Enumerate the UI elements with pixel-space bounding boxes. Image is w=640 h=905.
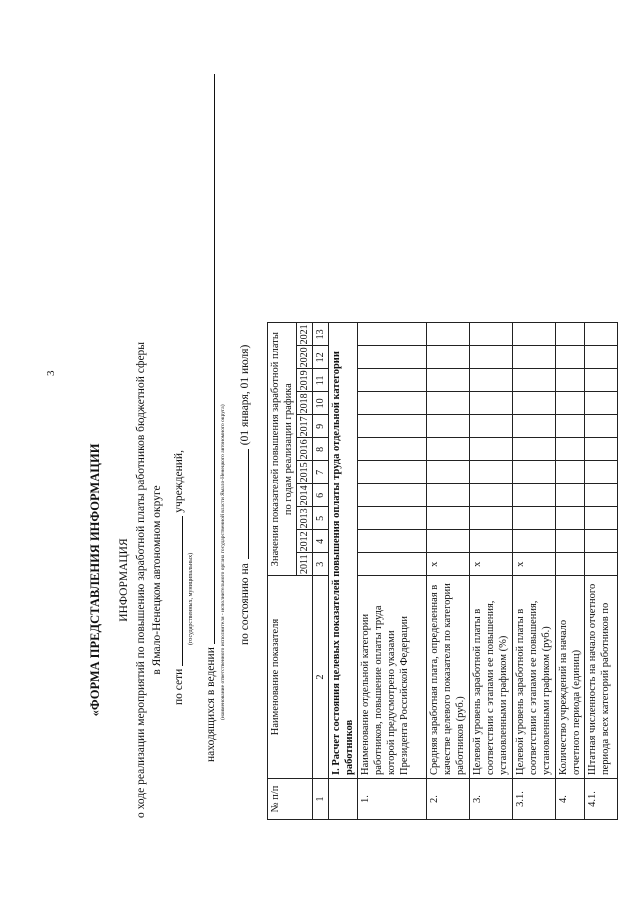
section-blank-cell xyxy=(329,779,358,820)
value-cell xyxy=(470,369,513,392)
value-cell xyxy=(513,438,556,461)
column-number: 6 xyxy=(313,484,329,507)
row-indicator-name: Количество учреждений на начало отчетного периода (единиц) xyxy=(556,576,585,779)
row-number: 4. xyxy=(556,779,585,820)
row-indicator-name: Средняя заработная плата, определенная в качестве целевого показателя по категории работников (руб.) xyxy=(427,576,470,779)
status-prefix: по состоянию на xyxy=(239,563,251,645)
value-cell xyxy=(358,507,427,530)
network-sublabel: (государственных, муниципальных) xyxy=(188,552,194,645)
value-cell xyxy=(556,507,585,530)
value-cell xyxy=(513,392,556,415)
value-cell: х xyxy=(470,553,513,576)
value-cell xyxy=(585,323,618,346)
value-cell xyxy=(427,484,470,507)
column-numbers-row xyxy=(313,323,329,820)
column-number: 5 xyxy=(313,507,329,530)
value-cell xyxy=(358,323,427,346)
value-cell xyxy=(556,415,585,438)
table-body xyxy=(313,323,618,820)
value-cell xyxy=(556,438,585,461)
column-number: 9 xyxy=(313,415,329,438)
value-cell xyxy=(358,392,427,415)
value-cell xyxy=(585,438,618,461)
group-header: Значения показателей повышения заработной платы по годам реализации графика xyxy=(268,323,297,576)
value-cell xyxy=(585,507,618,530)
jurisdiction-blank-field[interactable] xyxy=(204,74,215,644)
year-header: 2017 xyxy=(297,415,313,438)
jurisdiction-prefix: находящихся в ведении xyxy=(205,647,217,762)
value-cell xyxy=(585,484,618,507)
value-cell xyxy=(585,392,618,415)
value-cell xyxy=(556,346,585,369)
form-title: «ФОРМА ПРЕДСТАВЛЕНИЯ ИНФОРМАЦИИ xyxy=(88,443,102,717)
value-cell xyxy=(513,484,556,507)
status-suffix: (01 января, 01 июля) xyxy=(239,344,251,446)
network-prefix: по сети xyxy=(173,668,185,705)
value-cell: х xyxy=(513,553,556,576)
heading-line-2: о ходе реализации мероприятий по повышению заработной платы работников бюджетной сферы xyxy=(135,341,147,819)
table-row xyxy=(585,323,618,820)
value-cell xyxy=(585,415,618,438)
column-number: 7 xyxy=(313,461,329,484)
section-row xyxy=(329,323,358,820)
year-header: 2020 xyxy=(297,346,313,369)
value-cell xyxy=(513,323,556,346)
value-cell xyxy=(358,461,427,484)
value-cell xyxy=(470,415,513,438)
value-cell xyxy=(358,530,427,553)
column-number: 1 xyxy=(313,779,329,820)
row-indicator-name: Наименование отдельной категории работников, повышение оплаты труда которой предусмотрено указами Президента Российской Федерации xyxy=(358,576,427,779)
column-number: 3 xyxy=(313,553,329,576)
col-num-header: № п/п xyxy=(268,779,313,820)
value-cell xyxy=(427,438,470,461)
value-cell xyxy=(585,346,618,369)
value-cell xyxy=(513,415,556,438)
year-header: 2015 xyxy=(297,461,313,484)
year-header: 2021 xyxy=(297,323,313,346)
value-cell xyxy=(358,415,427,438)
jurisdiction-line xyxy=(204,62,217,762)
network-blank-field[interactable] xyxy=(172,516,183,666)
value-cell: х xyxy=(427,553,470,576)
value-cell xyxy=(513,530,556,553)
column-number: 10 xyxy=(313,392,329,415)
value-cell xyxy=(427,461,470,484)
section-title: I. Расчет состояния целевых показателей повышения оплаты труда отдельной категории работников xyxy=(329,323,358,779)
row-number: 3.1. xyxy=(513,779,556,820)
status-blank-field[interactable] xyxy=(238,449,249,559)
value-cell xyxy=(585,553,618,576)
value-cell xyxy=(427,369,470,392)
value-cell xyxy=(358,438,427,461)
value-cell xyxy=(556,553,585,576)
value-cell xyxy=(556,323,585,346)
row-number: 1. xyxy=(358,779,427,820)
heading-line-3: в Ямало-Ненецком автономном округе xyxy=(151,485,163,675)
jurisdiction-sublabel: (наименование ответственного исполнителя - исполнительного органа государственной власти Ямало-Ненецкого автономного округа) xyxy=(220,404,226,720)
value-cell xyxy=(427,346,470,369)
value-cell xyxy=(427,392,470,415)
status-line xyxy=(238,345,251,645)
network-line xyxy=(172,450,185,705)
column-number: 12 xyxy=(313,346,329,369)
value-cell xyxy=(470,346,513,369)
col-name-header: Наименование показателя xyxy=(268,576,313,779)
value-cell xyxy=(427,507,470,530)
table-row xyxy=(427,323,470,820)
value-cell xyxy=(556,369,585,392)
row-indicator-name: Штатная численность на начало отчетного периода всех категорий работников по xyxy=(585,576,618,779)
row-number: 3. xyxy=(470,779,513,820)
value-cell xyxy=(470,438,513,461)
row-number: 2. xyxy=(427,779,470,820)
value-cell xyxy=(585,369,618,392)
column-number: 11 xyxy=(313,369,329,392)
indicators-table xyxy=(267,322,618,820)
value-cell xyxy=(470,461,513,484)
value-cell xyxy=(513,461,556,484)
year-header: 2011 xyxy=(297,553,313,576)
value-cell xyxy=(470,530,513,553)
value-cell xyxy=(513,346,556,369)
table-row xyxy=(556,323,585,820)
row-number: 4.1. xyxy=(585,779,618,820)
column-number: 2 xyxy=(313,576,329,779)
value-cell xyxy=(470,484,513,507)
column-number: 8 xyxy=(313,438,329,461)
value-cell xyxy=(358,369,427,392)
heading-line-1: ИНФОРМАЦИЯ xyxy=(118,538,130,622)
value-cell xyxy=(556,484,585,507)
year-header: 2016 xyxy=(297,438,313,461)
value-cell xyxy=(427,323,470,346)
table-row xyxy=(470,323,513,820)
year-header: 2014 xyxy=(297,484,313,507)
column-number: 13 xyxy=(313,323,329,346)
value-cell xyxy=(470,323,513,346)
year-header: 2012 xyxy=(297,530,313,553)
table-row xyxy=(358,323,427,820)
value-cell xyxy=(513,507,556,530)
row-indicator-name: Целевой уровень заработной платы в соответствии с этапами ее повышения, установленными графиком (руб.) xyxy=(513,576,556,779)
year-header: 2019 xyxy=(297,369,313,392)
value-cell xyxy=(585,461,618,484)
year-header: 2018 xyxy=(297,392,313,415)
column-number: 4 xyxy=(313,530,329,553)
network-suffix: учреждений, xyxy=(173,450,185,513)
value-cell xyxy=(585,530,618,553)
value-cell xyxy=(513,369,556,392)
value-cell xyxy=(470,507,513,530)
page-number: 3 xyxy=(45,370,57,376)
year-header: 2013 xyxy=(297,507,313,530)
value-cell xyxy=(427,415,470,438)
rotated-form-sheet xyxy=(22,60,611,860)
value-cell xyxy=(556,392,585,415)
value-cell xyxy=(556,530,585,553)
value-cell xyxy=(358,484,427,507)
row-indicator-name: Целевой уровень заработной платы в соответствии с этапами ее повышения, установленными графиком (%) xyxy=(470,576,513,779)
value-cell xyxy=(556,461,585,484)
value-cell xyxy=(358,346,427,369)
table-row xyxy=(513,323,556,820)
value-cell xyxy=(470,392,513,415)
value-cell xyxy=(358,553,427,576)
value-cell xyxy=(427,530,470,553)
